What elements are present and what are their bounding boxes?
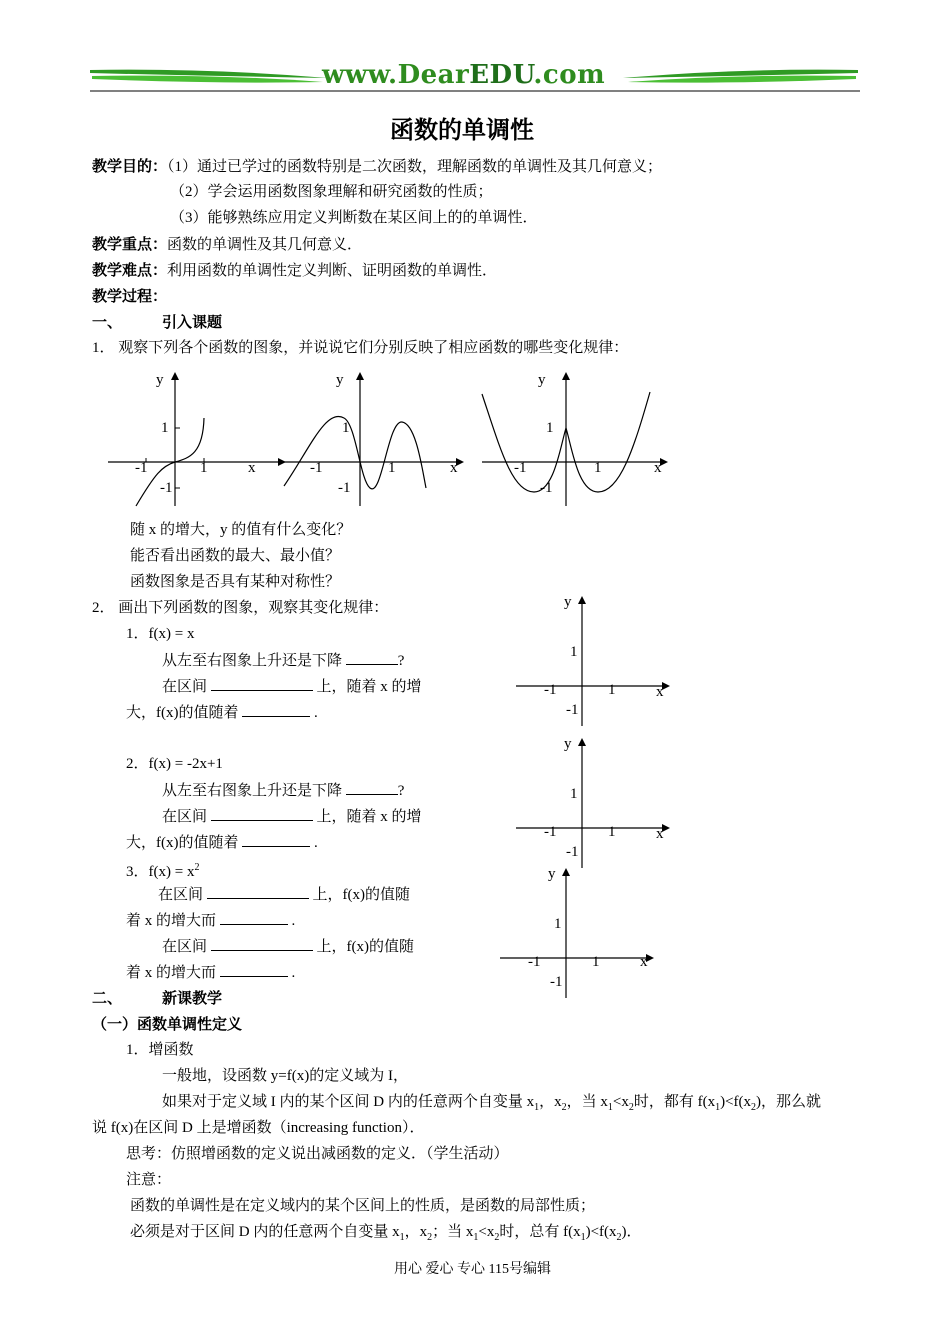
tick-1: 1 [161, 420, 169, 436]
f3-line-4: 着 x 的增大而 . [126, 962, 295, 983]
tick-1: 1 [570, 786, 578, 802]
answer-blank [207, 884, 309, 899]
y-label: y [564, 736, 572, 752]
answer-blank [220, 962, 288, 977]
y-arrow [171, 372, 179, 380]
x-label: x [248, 460, 256, 476]
y-arrow [578, 596, 586, 604]
y-label: y [548, 866, 556, 882]
page-footer: 用心 爱心 专心 115号编辑 [394, 1262, 551, 1277]
tick-neg-1: -1 [528, 954, 541, 970]
blank-axes-1 [510, 590, 680, 730]
f2-line-3: 大，f(x)的值随着 . [126, 832, 318, 853]
subsection-heading: （一）函数单调性定义 [92, 1015, 243, 1033]
wave-curve [284, 416, 426, 488]
answer-blank [346, 650, 398, 665]
process-label: 教学过程： [92, 287, 168, 305]
definition-p2: 如果对于定义域 I 内的某个区间 D 内的任意两个自变量 $x_1$，$x_2$，当 $x_1<x_2$时，都有 $f(x_1)<f(x_2)$，那么就 [162, 1094, 822, 1113]
x-label: x [654, 460, 662, 476]
y-arrow [578, 738, 586, 746]
objective-item: （1）通过已学过的函数特别是二次函数，理解函数的单调性及其几何意义； [167, 159, 663, 175]
tick-neg-1: -1 [514, 460, 527, 476]
answer-blank [346, 780, 398, 795]
question-2: 2． 画出下列函数的图象，观察其变化规律： [92, 600, 389, 616]
note-2: 必须是对于区间 D 内的任意两个自变量 $x_1$，$x_2$；当 $x_1<x_2$时，总有 $f(x_1)<f(x_2)$． [130, 1224, 642, 1243]
graph-1 [100, 368, 290, 508]
page-title: 函数的单调性 [390, 116, 534, 144]
q1-question: 函数图象是否具有某种对称性？ [130, 574, 341, 590]
tick-neg-1: -1 [540, 480, 553, 496]
focus-line: 教学重点：函数的单调性及其几何意义． [92, 235, 363, 253]
graph-2 [270, 368, 470, 508]
site-logo[interactable]: www.DearEDU.com [322, 60, 606, 90]
answer-blank [211, 806, 313, 821]
f1-label: 1．f(x) = x [126, 626, 195, 642]
f2-line-1: 从左至右图象上升还是下降 ? [162, 780, 404, 801]
f2-label: 2．f(x) = -2x+1 [126, 756, 223, 772]
definition-p1: 一般地，设函数 y=f(x)的定义域为 I， [162, 1068, 408, 1084]
f3-label: 3．$f(x) = x^2$ [126, 862, 200, 880]
answer-blank [242, 702, 310, 717]
f3-line-3: 在区间 上，f(x)的值随 [162, 936, 414, 957]
tick-1: 1 [200, 460, 208, 476]
answer-blank [211, 936, 313, 951]
answer-blank [211, 676, 313, 691]
f1-line-3: 大，f(x)的值随着 . [126, 702, 318, 723]
f1-line-2: 在区间 上，随着 x 的增 [162, 676, 422, 697]
section-2-heading: 二、 新课教学 [92, 989, 223, 1007]
graph-3 [474, 368, 674, 508]
objective-item: （2）学会运用函数图象理解和研究函数的性质； [170, 184, 493, 200]
f2-line-2: 在区间 上，随着 x 的增 [162, 806, 422, 827]
question-1: 1． 观察下列各个函数的图象，并说说它们分别反映了相应函数的哪些变化规律： [92, 340, 629, 356]
f3-line-2: 着 x 的增大而 . [126, 910, 295, 931]
difficulty-label: 教学难点： [92, 261, 168, 279]
tick-neg-1: -1 [160, 480, 173, 496]
tick-1: 1 [594, 460, 602, 476]
tick-1: 1 [342, 420, 350, 436]
objectives-line-1 [92, 156, 662, 177]
tick-neg-1: -1 [566, 844, 579, 860]
objectives-label: 教学目的： [92, 157, 168, 175]
blank-axes-3 [494, 862, 664, 1002]
f3-line-1: 在区间 上，f(x)的值随 [158, 884, 410, 905]
tick-neg-1: -1 [310, 460, 323, 476]
x-label: x [656, 826, 664, 842]
tick-1: 1 [608, 824, 616, 840]
definition-p3: 说 f(x)在区间 D 上是增函数（increasing function）． [92, 1120, 425, 1136]
y-label: y [156, 372, 164, 388]
difficulty-line: 教学难点：利用函数的单调性定义判断、证明函数的单调性． [92, 261, 498, 279]
tick-1: 1 [546, 420, 554, 436]
tick-neg-1: -1 [566, 702, 579, 718]
tick-1: 1 [608, 682, 616, 698]
focus-label: 教学重点： [92, 235, 168, 253]
y-arrow [356, 372, 364, 380]
tick-neg-1: -1 [550, 974, 563, 990]
increasing-label: 1．增函数 [126, 1042, 194, 1058]
tick-1: 1 [388, 460, 396, 476]
answer-blank [242, 832, 310, 847]
section-1-heading: 一、 引入课题 [92, 313, 223, 331]
y-label: y [538, 372, 546, 388]
q1-question: 随 x 的增大，y 的值有什么变化？ [130, 522, 352, 538]
tick-neg-1: -1 [544, 682, 557, 698]
tick-neg-1: -1 [338, 480, 351, 496]
tick-1: 1 [592, 954, 600, 970]
x-label: x [640, 954, 648, 970]
y-label: y [336, 372, 344, 388]
x-label: x [656, 684, 664, 700]
objective-item: （3）能够熟练应用定义判断数在某区间上的的单调性． [170, 210, 538, 226]
blank-axes-2 [510, 732, 680, 872]
y-arrow [562, 372, 570, 380]
f1-line-1: 从左至右图象上升还是下降 ? [162, 650, 404, 671]
think-line: 思考：仿照增函数的定义说出减函数的定义．（学生活动） [126, 1146, 509, 1162]
tick-1: 1 [554, 916, 562, 932]
tick-1: 1 [570, 644, 578, 660]
q1-question: 能否看出函数的最大、最小值？ [130, 548, 341, 564]
note-label: 注意： [126, 1172, 172, 1188]
y-label: y [564, 594, 572, 610]
answer-blank [220, 910, 288, 925]
tick-neg-1: -1 [135, 460, 148, 476]
x-label: x [450, 460, 458, 476]
y-arrow [562, 868, 570, 876]
note-1: 函数的单调性是在定义域内的某个区间上的性质，是函数的局部性质； [130, 1198, 596, 1214]
tick-neg-1: -1 [544, 824, 557, 840]
